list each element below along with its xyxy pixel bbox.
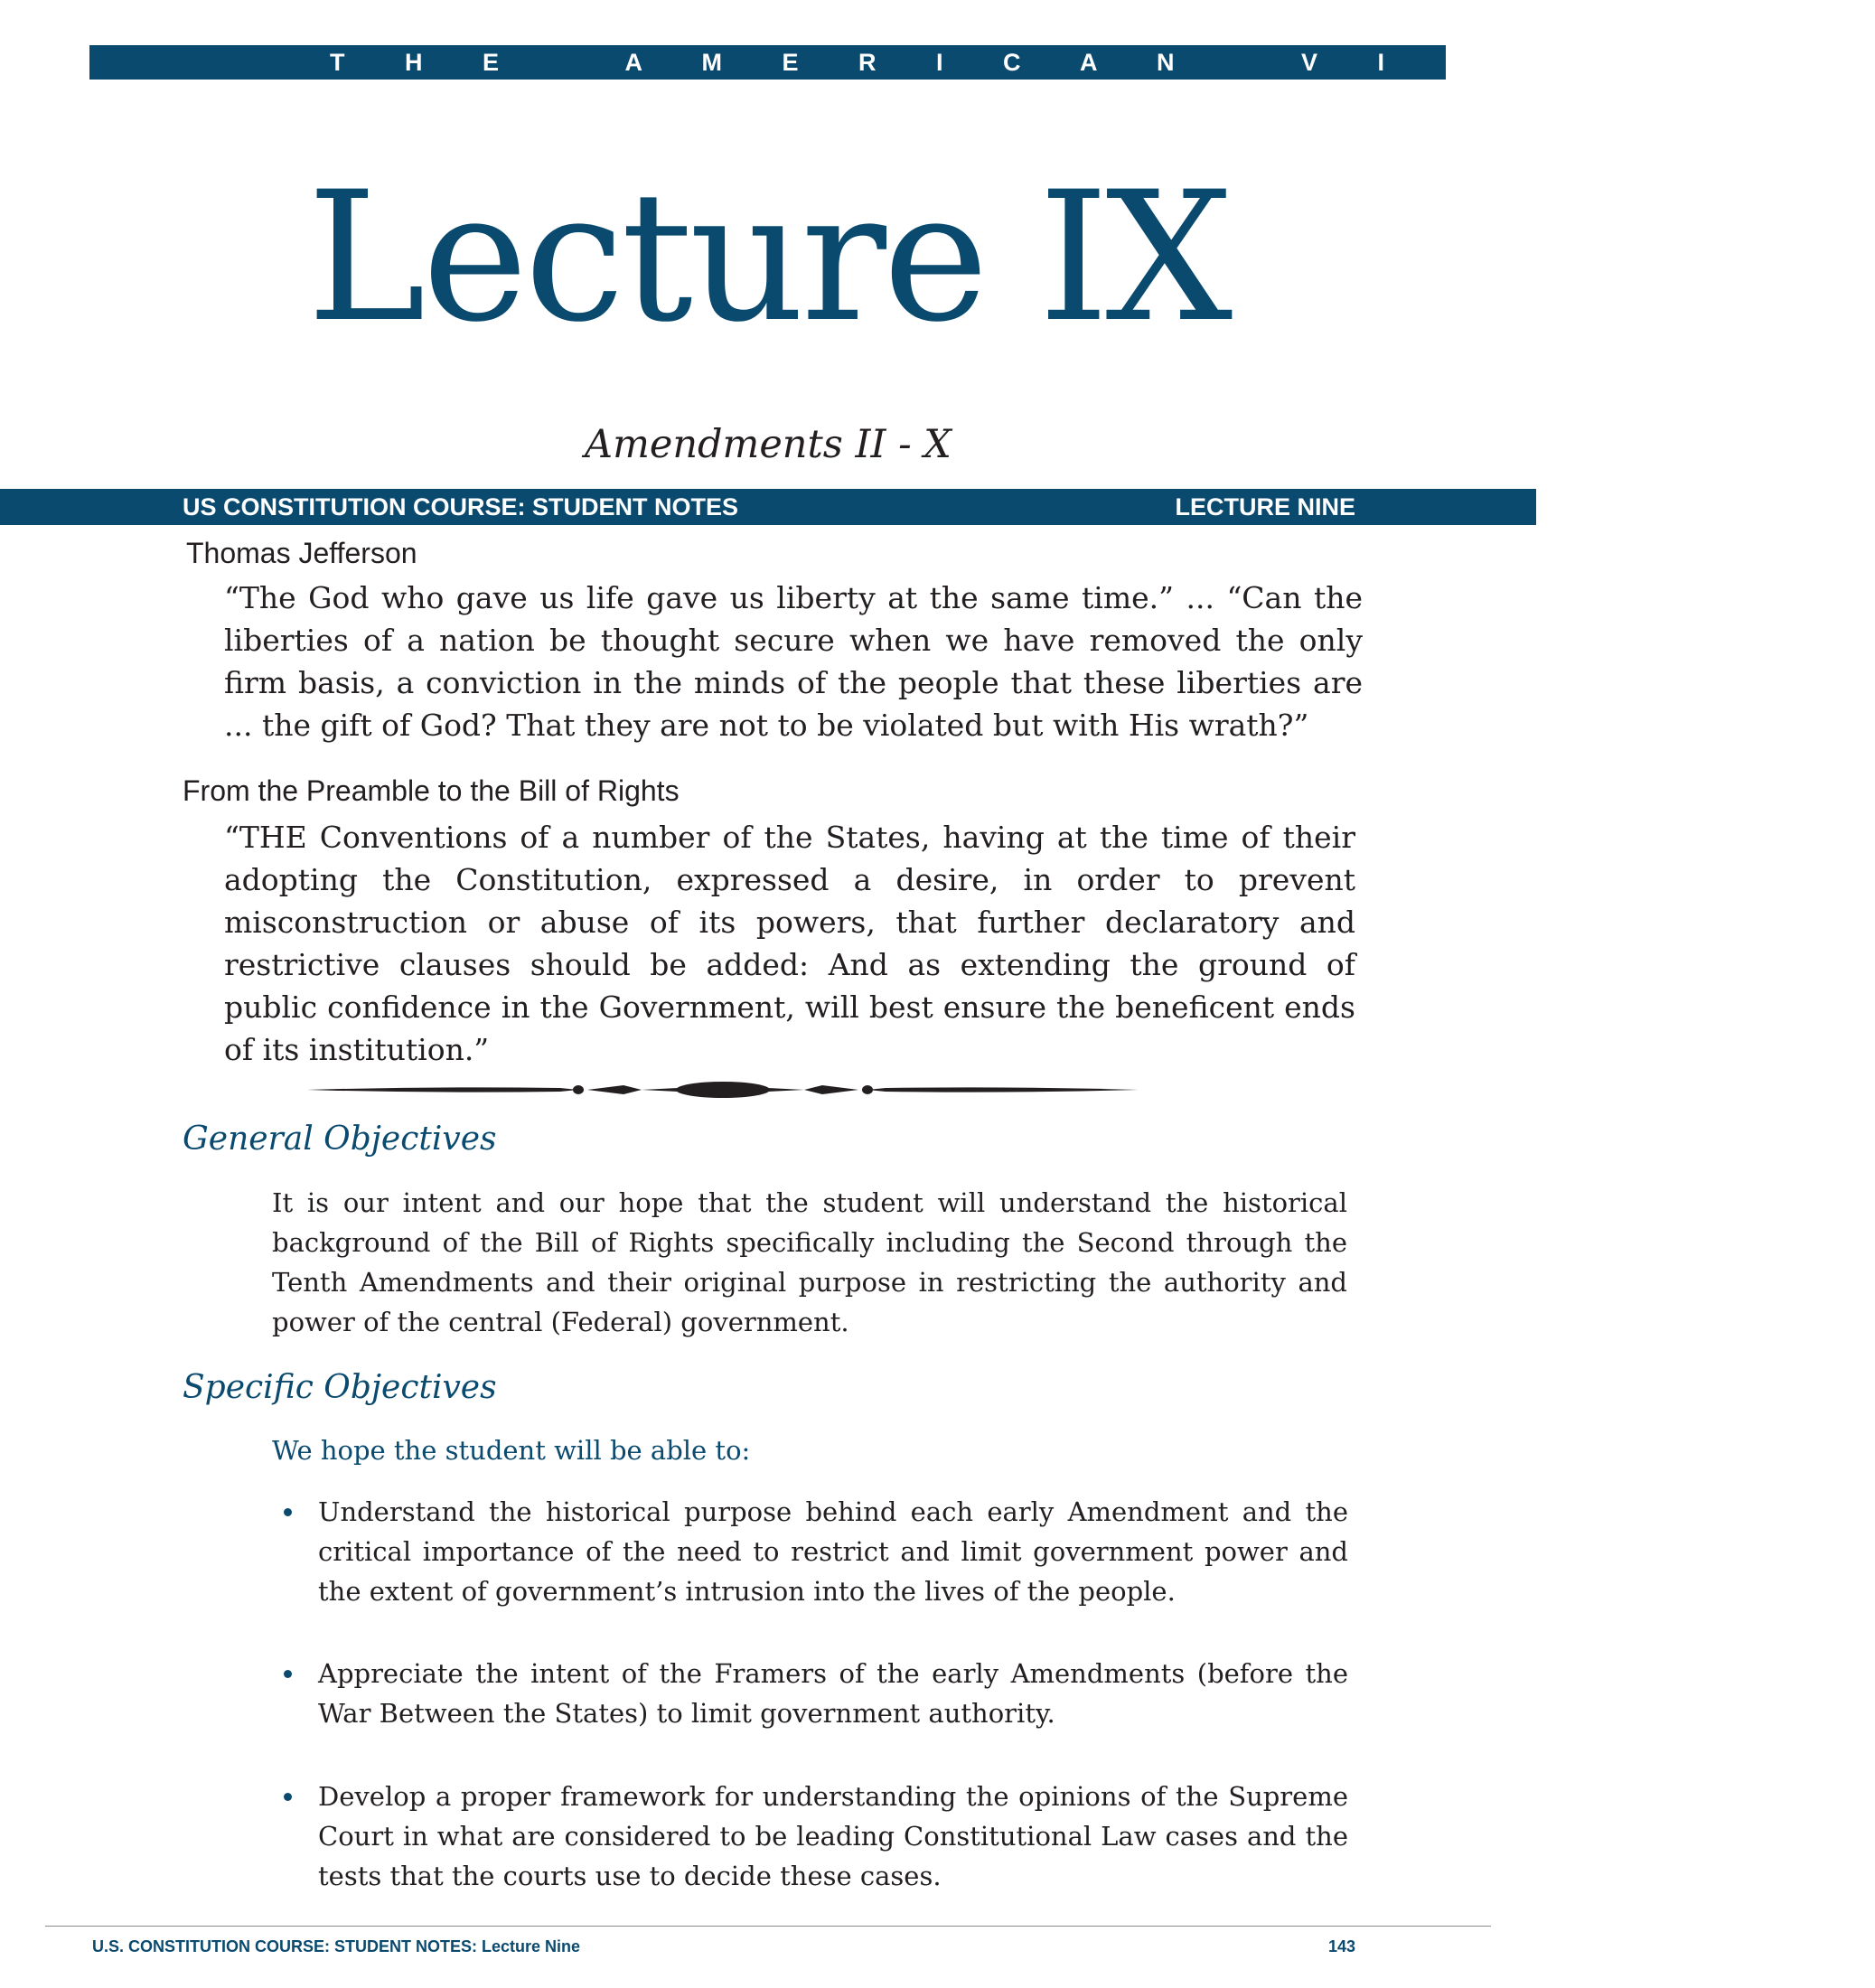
list-item-text: Develop a proper framework for understanding the opinions of the Supreme Court in what are considered to be leading Constitutional Law cases and the tests that the courts use to decide these cases.	[318, 1781, 1348, 1891]
quote-text: “The God who gave us life gave us liberty at the same time.” ... “Can the liberties of a nation be thought secure when we have removed the only firm basis, a conviction in the minds of the people that these liberties are ... the gift of God? That they are not to be violated but with His wrath?”	[224, 580, 1363, 743]
list-item-text: Understand the historical purpose behind each early Amendment and the critical importance of the need to restrict and limit government power and the extent of government’s intrusion into the lives of the people.	[318, 1496, 1348, 1607]
bullet-icon	[284, 1670, 292, 1678]
list-item	[318, 1492, 1348, 1611]
list-item-text: Appreciate the intent of the Framers of the early Amendments (before the War Between the States) to limit government authority.	[318, 1658, 1348, 1729]
course-label: US CONSTITUTION COURSE: STUDENT NOTES	[183, 493, 739, 520]
page-subtitle: Amendments II - X	[585, 422, 952, 467]
page-number: 143	[1327, 1937, 1355, 1955]
page-title: Lecture IX	[306, 153, 1230, 361]
section-bar	[0, 489, 1536, 525]
general-objectives-text: It is our intent and our hope that the student will understand the historical background of the Bill of Rights specifically including the Second through the Tenth Amendments and their original purpose in restricting the authority and power of the central (Federal) government.	[272, 1187, 1347, 1337]
site-banner	[89, 45, 1875, 80]
site-name: T H E A M E R I C A N V I E W . C O M	[330, 49, 1875, 76]
general-objectives-heading: General Objectives	[183, 1121, 497, 1158]
divider-ornament	[307, 1075, 1139, 1104]
bullet-icon	[284, 1793, 292, 1801]
specific-objectives-heading: Specific Objectives	[183, 1369, 497, 1406]
quote-heading: From the Preamble to the Bill of Rights	[183, 774, 680, 807]
list-item	[318, 1777, 1348, 1896]
footer-course-label: U.S. CONSTITUTION COURSE: STUDENT NOTES: Lecture Nine	[92, 1937, 581, 1955]
lecture-label: LECTURE NINE	[1175, 493, 1355, 520]
list-item	[318, 1654, 1348, 1733]
specific-objectives-intro: We hope the student will be able to:	[272, 1435, 751, 1466]
bullet-icon	[284, 1508, 292, 1516]
quote-text: “THE Conventions of a number of the States, having at the time of their adopting the Constitution, expressed a desire, in order to prevent misconstruction or abuse of its powers, that further declaratory and restrictive clauses should be added: And as extending the ground of public confidence in the Government, will best ensure the beneficent ends of its institution.”	[224, 820, 1355, 1067]
quote-heading: Thomas Jefferson	[186, 537, 417, 569]
footer-divider	[45, 1926, 1491, 1927]
